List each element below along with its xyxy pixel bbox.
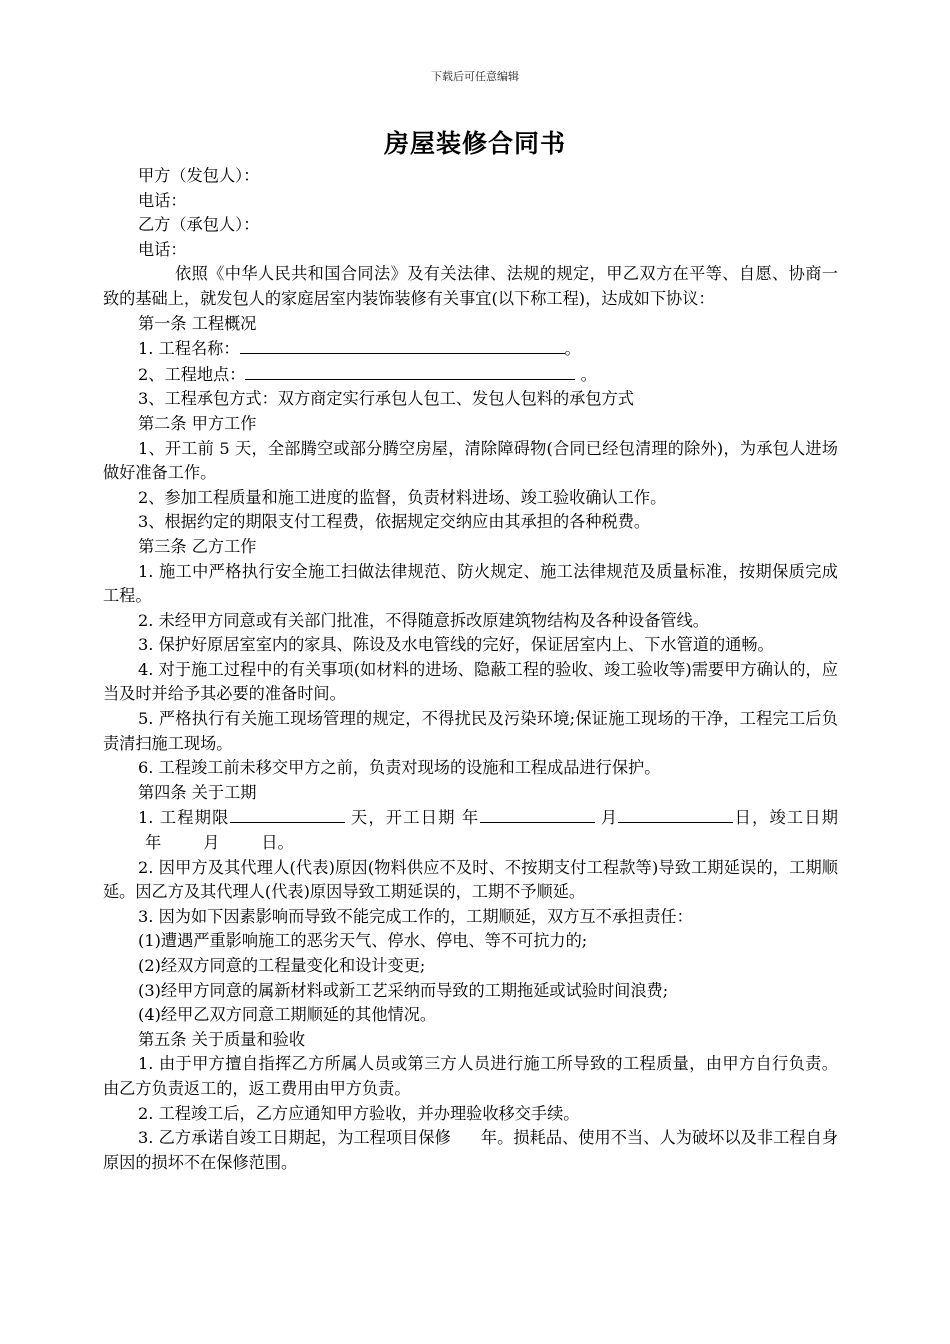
article-1-heading: 第一条 工程概况 — [138, 313, 257, 333]
start-month-label: 月 — [594, 808, 619, 828]
party-a-phone: 电话： — [138, 190, 187, 210]
warranty-text: 年。损耗品、使用不当、人为破坏以及非工程自身原因的损坏不在保修范围。 — [103, 1128, 839, 1172]
article-3-item: 4. 对于施工过程中的有关事项(如材料的进场、隐蔽工程的验收、竣工验收等)需要甲方确认的，应当及时并给予其必要的准备时间。 — [103, 659, 838, 704]
article-3-item: 2. 未经甲方同意或有关部门批准，不得随意拆改原建筑物结构及各种设备管线。 — [138, 610, 709, 630]
article-3-item: 6. 工程竣工前未移交甲方之前，负责对现场的设施和工程成品进行保护。 — [138, 758, 661, 778]
contract-body — [103, 164, 838, 1175]
article-3-item: 5. 严格执行有关施工现场管理的规定，不得扰民及污染环境;保证施工现场的干净，工程完工后负责清扫施工现场。 — [103, 709, 838, 753]
project-site-label: 2、工程地点： — [138, 364, 246, 384]
article-2-heading: 第二条 甲方工作 — [138, 413, 257, 433]
article-4-heading: 第四条 关于工期 — [138, 782, 257, 802]
article-5-item: 1. 由于甲方擅自指挥乙方所属人员或第三方人员进行施工所导致的工程质量，由甲方自行负责。由乙方负责返工的，返工费用由甲方负责。 — [103, 1054, 838, 1098]
end-date-label: 日，竣工日期 — [733, 808, 838, 828]
project-name-line — [103, 336, 838, 362]
article-4-item: (1)遭遇严重影响施工的恶劣天气、停水、停电、等不可抗力的; — [138, 931, 588, 951]
article-3-item: 3. 保护好原居室室内的家具、陈设及水电管线的完好，保证居室内上、下水管道的通畅。 — [138, 635, 774, 655]
warranty-line — [103, 1126, 838, 1175]
article-4-item: (4)经甲乙双方同意工期顺延的其他情况。 — [138, 1005, 437, 1025]
contract-mode-line: 3、工程承包方式：双方商定实行承包人包工、发包人包料的承包方式 — [138, 389, 634, 409]
project-name-end: 。 — [564, 339, 581, 359]
article-3-heading: 第三条 乙方工作 — [138, 536, 257, 556]
article-4-item: (3)经甲方同意的属新材料或新工艺采纳而导致的工期拖延或试验时间浪费; — [138, 980, 669, 1000]
work-period-line — [103, 805, 838, 855]
end-year-label: 年 — [145, 833, 162, 853]
page-title: 房屋装修合同书 — [383, 129, 566, 158]
party-b-phone: 电话： — [138, 239, 187, 259]
project-site-blank — [245, 362, 575, 380]
article-2-item: 3、根据约定的期限支付工程费，依据规定交纳应由其承担的各种税费。 — [138, 512, 651, 532]
article-5-item: 2. 工程竣工后，乙方应通知甲方验收，并办理验收移交手续。 — [138, 1103, 580, 1123]
period-label: 1. 工程期限 — [138, 808, 230, 828]
start-year-blank — [480, 805, 595, 823]
end-day-label: 日。 — [261, 833, 294, 853]
header-note: 下载后可任意编辑 — [431, 70, 519, 83]
article-5-heading: 第五条 关于质量和验收 — [138, 1029, 306, 1049]
start-month-blank — [618, 805, 733, 823]
party-a-line: 甲方（发包人）： — [138, 166, 260, 185]
party-b-line: 乙方（承包人）： — [138, 215, 260, 235]
article-2-item: 2、参加工程质量和施工进度的监督，负责材料进场、竣工验收确认工作。 — [138, 487, 667, 507]
intro-paragraph: 依照《中华人民共和国合同法》及有关法律、法规的规定，甲乙双方在平等、自愿、协商一致的基础上，就发包人的家庭居室内装饰装修有关事宜(以下称工程)，达成如下协议： — [103, 264, 838, 308]
warranty-label: 3. 乙方承诺自竣工日期起，为工程项目保修 — [138, 1128, 451, 1148]
project-site-end: 。 — [575, 364, 597, 384]
start-date-label: 天，开工日期 年 — [344, 808, 480, 828]
project-name-label: 1. 工程名称： — [138, 339, 240, 359]
end-month-label: 月 — [203, 833, 220, 853]
project-name-blank — [240, 336, 565, 354]
article-4-item: 2. 因甲方及其代理人(代表)原因(物料供应不及时、不按期支付工程款等)导致工期延误的，工期顺延。因乙方及其代理人(代表)原因导致工期延误的，工期不予顺延。 — [103, 857, 838, 902]
article-4-item: (2)经双方同意的工程量变化和设计变更; — [138, 956, 426, 975]
project-site-line — [103, 362, 838, 388]
period-days-blank — [230, 805, 345, 823]
article-2-item: 1、开工前 5 天，全部腾空或部分腾空房屋，清除障碍物(合同已经包清理的除外)，为承包人进场做好准备工作。 — [103, 438, 838, 483]
article-3-item: 1. 施工中严格执行安全施工扫做法律规范、防火规定、施工法律规范及质量标准，按期保质完成工程。 — [103, 561, 838, 606]
article-4-item: 3. 因为如下因素影响而导致不能完成工作的，工期顺延，双方互不承担责任： — [138, 906, 693, 926]
